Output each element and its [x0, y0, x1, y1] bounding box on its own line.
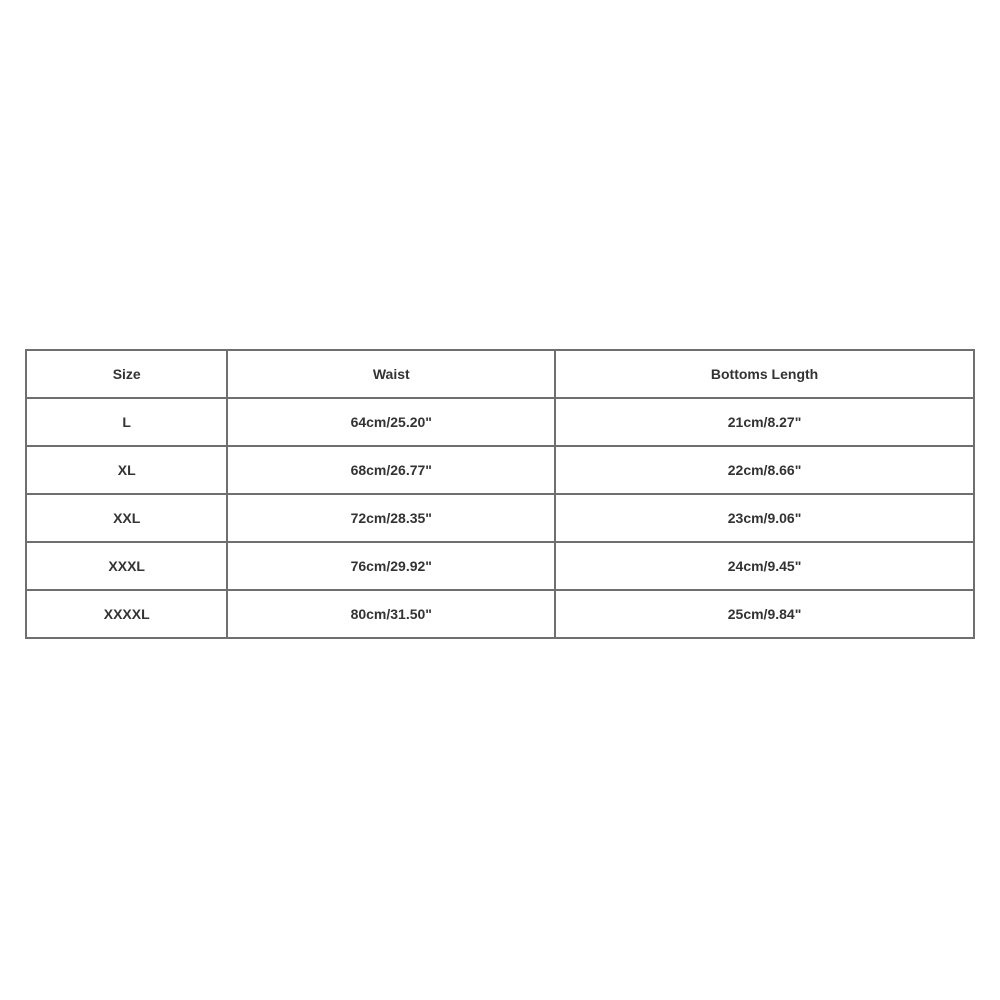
cell-bottoms-length: 22cm/8.66"	[555, 446, 974, 494]
header-bottoms-length: Bottoms Length	[555, 350, 974, 398]
cell-size: XXXXL	[26, 590, 227, 638]
cell-waist: 72cm/28.35"	[227, 494, 555, 542]
table-row	[26, 398, 974, 446]
cell-waist: 68cm/26.77"	[227, 446, 555, 494]
cell-bottoms-length: 21cm/8.27"	[555, 398, 974, 446]
cell-size: L	[26, 398, 227, 446]
cell-size: XL	[26, 446, 227, 494]
cell-waist: 64cm/25.20"	[227, 398, 555, 446]
cell-waist: 76cm/29.92"	[227, 542, 555, 590]
table-row	[26, 494, 974, 542]
header-size: Size	[26, 350, 227, 398]
cell-bottoms-length: 24cm/9.45"	[555, 542, 974, 590]
table-row	[26, 446, 974, 494]
cell-size: XXL	[26, 494, 227, 542]
header-waist: Waist	[227, 350, 555, 398]
cell-bottoms-length: 25cm/9.84"	[555, 590, 974, 638]
table-row	[26, 590, 974, 638]
size-chart-table	[25, 349, 975, 639]
table-header-row	[26, 350, 974, 398]
cell-size: XXXL	[26, 542, 227, 590]
table-row	[26, 542, 974, 590]
cell-bottoms-length: 23cm/9.06"	[555, 494, 974, 542]
cell-waist: 80cm/31.50"	[227, 590, 555, 638]
